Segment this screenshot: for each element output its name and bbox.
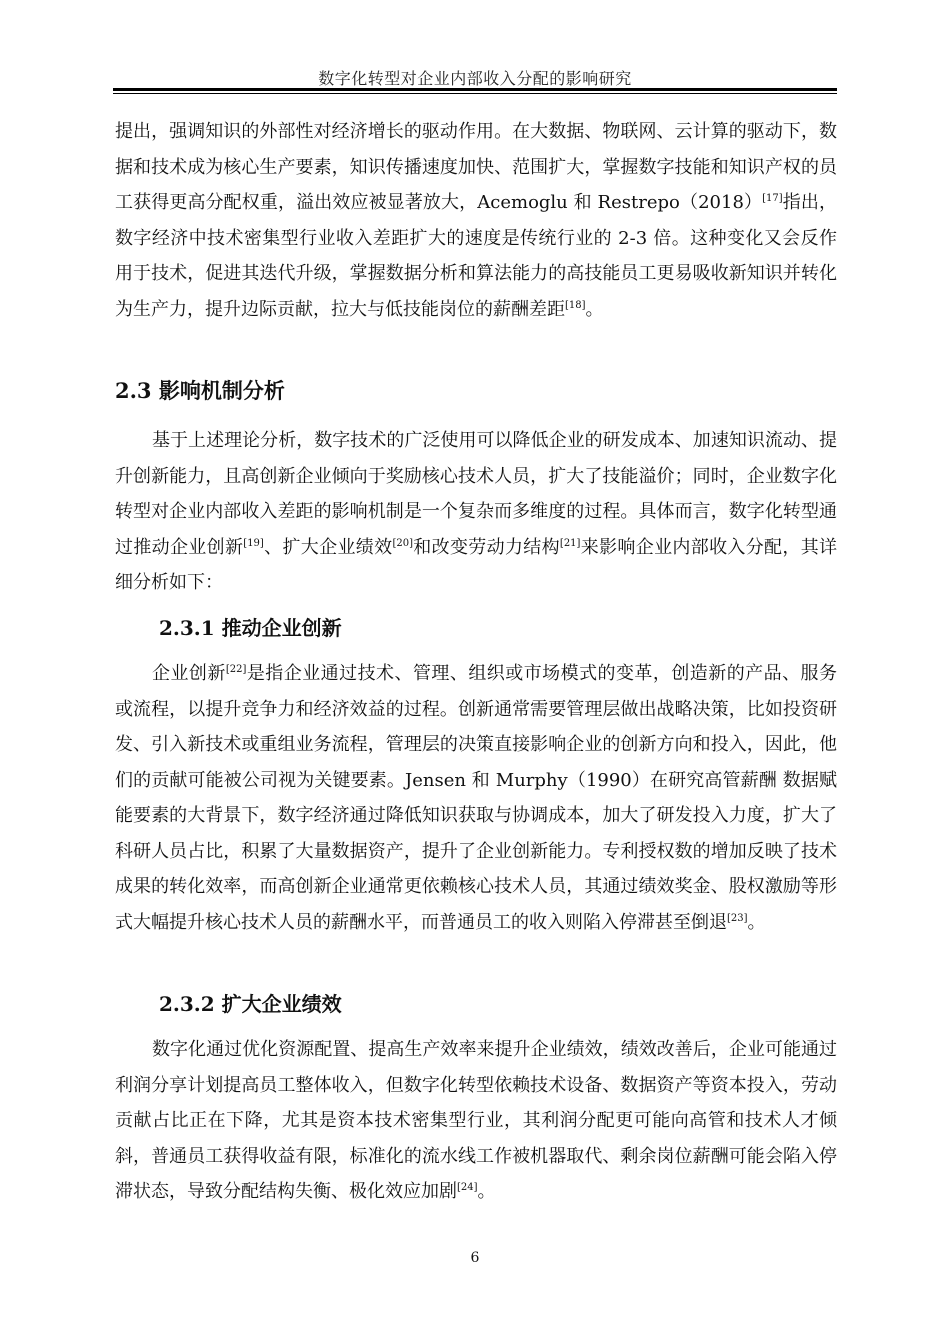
citation-19: [19] [243, 537, 264, 549]
citation-18: [18] [565, 299, 586, 311]
subsection-heading-performance: 2.3.2 扩大企业绩效 [159, 992, 342, 1016]
p2-text-d: 来影响企业内部收入分配，其详细分析如下： [115, 536, 838, 593]
page-number: 6 [470, 1250, 480, 1266]
subsection-heading-innovation: 2.3.1 推动企业创新 [159, 616, 342, 640]
header-rule-thin [113, 93, 837, 94]
header-rule-thick [113, 88, 837, 91]
paragraph-knowledge-externality [115, 114, 837, 327]
citation-22: [22] [225, 664, 247, 675]
p2-text-b: 、扩大企业绩效 [263, 536, 393, 558]
citation-20: [20] [392, 537, 413, 549]
running-header: 数字化转型对企业内部收入分配的影响研究 [318, 69, 632, 88]
p1-text-a: 提出，强调知识的外部性对经济增长的驱动作用。在大数据、物联网、云计算的驱动下，数据和技术成为核心生产要素，知识传播速度加快、范围扩大，掌握数字技能和知识产权的员工获得更高分配权重，溢出效应被显著放大，Acemoglu 和 Restrepo（2018） [115, 121, 837, 213]
p3-text-a: 企业创新 [152, 663, 226, 684]
paragraph-innovation [115, 656, 837, 940]
citation-17: [17] [762, 193, 783, 204]
paragraph-performance [115, 1032, 837, 1210]
p4-text-a: 数字化通过优化资源配置、提高生产效率来提升企业绩效，绩效改善后，企业可能通过利润分享计划提高员工整体收入，但数字化转型依赖技术设备、数据资产等资本投入，劳动贡献占比正在下降，尤其是资本技术密集型行业，其利润分配更可能向高管和技术人才倾斜，普通员工获得收益有限，标准化的流水线工作被机器取代、剩余岗位薪酬可能会陷入停滞状态，导致分配结构失衡、极化效应加剧 [115, 1039, 837, 1202]
p1-text-b: 指出，数字经济中技术密集型行业收入差距扩大的速度是传统行业的 2-3 倍。这种变化又会反作用于技术，促进其迭代升级，掌握数据分析和算法能力的高技能员工更易吸收新知识并转化为生产力，提升边际贡献，拉大与低技能岗位的薪酬差距 [115, 192, 837, 320]
citation-23: [23] [727, 912, 748, 924]
p4-text-b: 。 [477, 1181, 496, 1202]
section-heading: 2.3 影响机制分析 [115, 378, 285, 403]
citation-24: [24] [457, 1182, 478, 1193]
p2-text-a: 基于上述理论分析，数字技术的广泛使用可以降低企业的研发成本、加速知识流动、提升创新能力，且高创新企业倾向于奖励核心技术人员，扩大了技能溢价；同时，企业数字化转型对企业内部收入差距的影响机制是一个复杂而多维度的过程。具体而言，数字化转型通过推动企业创新 [115, 430, 837, 558]
p1-text-c: 。 [585, 298, 604, 320]
citation-21: [21] [559, 537, 581, 549]
p3-text-c: 。 [747, 911, 766, 933]
p3-text-b: 是指企业通过技术、管理、组织或市场模式的变革，创造新的产品、服务或流程，以提升竞争力和经济效益的过程。创新通常需要管理层做出战略决策，比如投资研发、引入新技术或重组业务流程，管理层的决策直接影响企业的创新方向和投入，因此，他们的贡献可能被公司视为关键要素。Jensen 和 Murphy（1990）在研究高管薪酬 数据赋能要素的大背景下，数字经济通过降低知识获取与协调成本，加大了研发投入力度，扩大了科研人员占比，积累了大量数据资产，提升了企业创新能力。专利授权数的增加反映了技术成果的转化效率，而高创新企业通常更依赖核心技术人员，其通过绩效奖金、股权激励等形式大幅提升核心技术人员的薪酬水平，而普通员工的收入则陷入停滞甚至倒退 [115, 663, 838, 933]
paragraph-mechanism-overview [115, 423, 837, 601]
p2-text-c: 和改变劳动力结构 [412, 536, 560, 558]
